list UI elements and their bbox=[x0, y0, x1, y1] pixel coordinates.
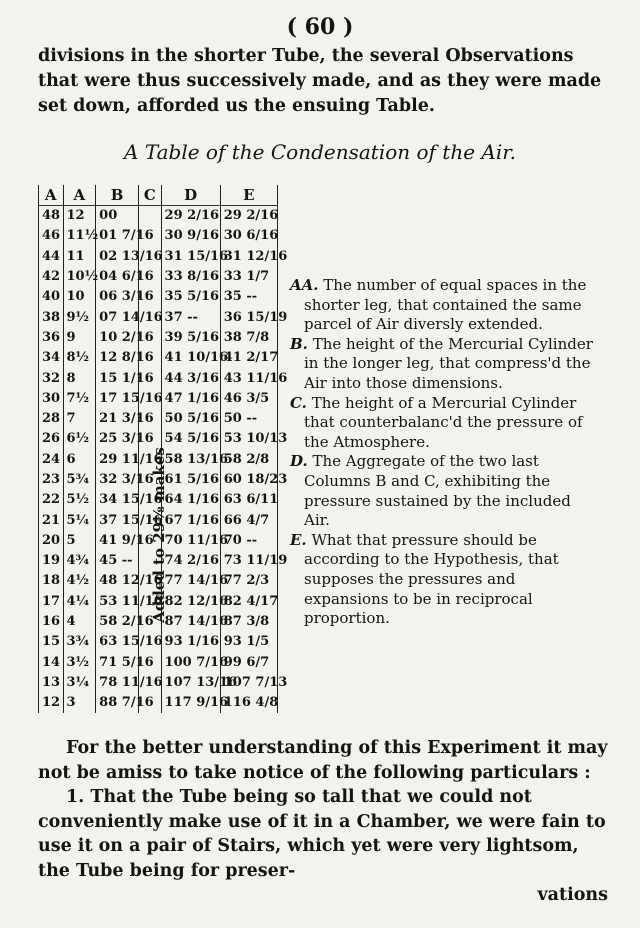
cell-a2: 8½ bbox=[63, 348, 96, 368]
cell-d: 35 5/16 bbox=[161, 287, 220, 307]
observations bbox=[38, 736, 608, 908]
legend-key: E. bbox=[290, 530, 307, 549]
cell-a1: 21 bbox=[39, 510, 64, 530]
cell-e: 66 4/7 bbox=[220, 510, 277, 530]
cell-e: 99 6/7 bbox=[220, 653, 277, 673]
cell-a2: 9½ bbox=[63, 307, 96, 327]
cell-b: 34 15/16 bbox=[96, 490, 139, 510]
cell-a2: 4 bbox=[63, 612, 96, 632]
cell-a1: 44 bbox=[39, 247, 64, 267]
table-row bbox=[39, 307, 278, 327]
cell-b: 48 12/16 bbox=[96, 571, 139, 591]
legend-key: B. bbox=[290, 334, 308, 353]
cell-b: 06 3/16 bbox=[96, 287, 139, 307]
cell-a1: 16 bbox=[39, 612, 64, 632]
cell-a2: 5¼ bbox=[63, 510, 96, 530]
cell-a2: 5½ bbox=[63, 490, 96, 510]
cell-b: 10 2/16 bbox=[96, 328, 139, 348]
cell-a1: 26 bbox=[39, 429, 64, 449]
cell-e: 33 1/7 bbox=[220, 267, 277, 287]
header-a2: A bbox=[63, 185, 96, 206]
cell-a1: 48 bbox=[39, 206, 64, 227]
cell-d: 74 2/16 bbox=[161, 551, 220, 571]
column-c-label: Added to 29⅛ makes bbox=[150, 447, 168, 623]
cell-b: 07 14/16 bbox=[96, 307, 139, 327]
cell-d: 37 -- bbox=[161, 307, 220, 327]
cell-a1: 38 bbox=[39, 307, 64, 327]
table-header-row bbox=[39, 185, 278, 206]
cell-a1: 15 bbox=[39, 632, 64, 652]
header-c: C bbox=[139, 185, 161, 206]
cell-e: 73 11/19 bbox=[220, 551, 277, 571]
cell-a1: 12 bbox=[39, 693, 64, 713]
cell-a2: 11 bbox=[63, 247, 96, 267]
cell-a2: 5 bbox=[63, 531, 96, 551]
cell-a2: 11½ bbox=[63, 226, 96, 246]
cell-e: 58 2/8 bbox=[220, 450, 277, 470]
cell-e: 41 2/17 bbox=[220, 348, 277, 368]
cell-a2: 3¾ bbox=[63, 632, 96, 652]
cell-d: 47 1/16 bbox=[161, 389, 220, 409]
cell-b: 78 11/16 bbox=[96, 673, 139, 693]
cell-e: 82 4/17 bbox=[220, 592, 277, 612]
cell-a1: 40 bbox=[39, 287, 64, 307]
cell-e: 30 6/16 bbox=[220, 226, 277, 246]
cell-a1: 34 bbox=[39, 348, 64, 368]
condensation-table-wrapper bbox=[38, 185, 288, 715]
cell-a2: 10 bbox=[63, 287, 96, 307]
column-c-vertical-text bbox=[148, 345, 170, 725]
cell-a2: 10½ bbox=[63, 267, 96, 287]
cell-a2: 12 bbox=[63, 206, 96, 227]
cell-b: 32 3/16 bbox=[96, 470, 139, 490]
cell-a1: 32 bbox=[39, 368, 64, 388]
observations-lead: For the better understanding of this Experiment it may not be amiss to take notice of the following particulars : bbox=[38, 738, 608, 783]
cell-b: 71 5/16 bbox=[96, 653, 139, 673]
legend-item bbox=[290, 276, 600, 335]
intro-paragraph: divisions in the shorter Tube, the several Observations that were thus successively made, and as they were made set down, afforded us the ensuing Table. bbox=[38, 46, 602, 116]
cell-e: 77 2/3 bbox=[220, 571, 277, 591]
cell-b: 17 15/16 bbox=[96, 389, 139, 409]
cell-a2: 9 bbox=[63, 328, 96, 348]
cell-d: 30 9/16 bbox=[161, 226, 220, 246]
cell-b: 21 3/16 bbox=[96, 409, 139, 429]
cell-a1: 28 bbox=[39, 409, 64, 429]
table-row bbox=[39, 226, 278, 246]
cell-d: 93 1/16 bbox=[161, 632, 220, 652]
legend-text: What that pressure should be according to the Hypothesis, that supposes the pressures and expansions to be in reciprocal proportion. bbox=[304, 530, 559, 628]
cell-b: 88 7/16 bbox=[96, 693, 139, 713]
cell-a2: 6 bbox=[63, 450, 96, 470]
cell-a1: 24 bbox=[39, 450, 64, 470]
cell-d: 33 8/16 bbox=[161, 267, 220, 287]
legend-text: The height of a Mercurial Cylinder that counterbalanc'd the pressure of the Atmosphere. bbox=[304, 393, 583, 451]
cell-d: 29 2/16 bbox=[161, 206, 220, 227]
legend-key: AA. bbox=[290, 276, 319, 294]
page-number: ( 60 ) bbox=[286, 14, 354, 40]
cell-a2: 8 bbox=[63, 368, 96, 388]
legend-item bbox=[290, 452, 600, 530]
cell-b: 63 15/16 bbox=[96, 632, 139, 652]
cell-d: 67 1/16 bbox=[161, 510, 220, 530]
catchword: vations bbox=[537, 885, 608, 905]
cell-a1: 17 bbox=[39, 592, 64, 612]
cell-b: 12 8/16 bbox=[96, 348, 139, 368]
legend-text: The height of the Mercurial Cylinder in the longer leg, that compress'd the Air into those dimensions. bbox=[304, 334, 593, 392]
cell-a2: 3 bbox=[63, 693, 96, 713]
cell-a1: 42 bbox=[39, 267, 64, 287]
cell-b: 00 bbox=[96, 206, 139, 227]
cell-a2: 7 bbox=[63, 409, 96, 429]
cell-a1: 22 bbox=[39, 490, 64, 510]
cell-d: 77 14/16 bbox=[161, 571, 220, 591]
cell-a1: 18 bbox=[39, 571, 64, 591]
cell-e: 116 4/8 bbox=[220, 693, 277, 713]
cell-b: 04 6/16 bbox=[96, 267, 139, 287]
cell-a1: 20 bbox=[39, 531, 64, 551]
cell-d: 61 5/16 bbox=[161, 470, 220, 490]
cell-a2: 7½ bbox=[63, 389, 96, 409]
cell-d: 41 10/16 bbox=[161, 348, 220, 368]
legend-item bbox=[290, 394, 600, 453]
table-row bbox=[39, 267, 278, 287]
cell-e: 93 1/5 bbox=[220, 632, 277, 652]
cell-a2: 3¼ bbox=[63, 673, 96, 693]
cell-e: 36 15/19 bbox=[220, 307, 277, 327]
cell-e: 50 -- bbox=[220, 409, 277, 429]
cell-d: 44 3/16 bbox=[161, 368, 220, 388]
cell-e: 31 12/16 bbox=[220, 247, 277, 267]
cell-a2: 4½ bbox=[63, 571, 96, 591]
cell-e: 29 2/16 bbox=[220, 206, 277, 227]
cell-a2: 6½ bbox=[63, 429, 96, 449]
cell-d: 54 5/16 bbox=[161, 429, 220, 449]
observation-item-1: 1. That the Tube being so tall that we could not conveniently make use of it in a Chamber, we were fain to use it on a pair of Stairs, which yet were very lightsom, the Tube being for preser- bbox=[38, 787, 606, 881]
legend-item bbox=[290, 531, 600, 629]
cell-a1: 46 bbox=[39, 226, 64, 246]
cell-d: 100 7/16 bbox=[161, 653, 220, 673]
cell-e: 38 7/8 bbox=[220, 328, 277, 348]
cell-e: 70 -- bbox=[220, 531, 277, 551]
cell-d: 107 13/16 bbox=[161, 673, 220, 693]
cell-e: 43 11/16 bbox=[220, 368, 277, 388]
cell-d: 70 11/16 bbox=[161, 531, 220, 551]
cell-a1: 13 bbox=[39, 673, 64, 693]
cell-e: 46 3/5 bbox=[220, 389, 277, 409]
cell-d: 82 12/16 bbox=[161, 592, 220, 612]
legend-text: The Aggregate of the two last Columns B and C, exhibiting the pressure sustained by the included Air. bbox=[304, 452, 571, 530]
table-row bbox=[39, 287, 278, 307]
cell-e: 35 -- bbox=[220, 287, 277, 307]
cell-a1: 19 bbox=[39, 551, 64, 571]
cell-b: 41 9/16 bbox=[96, 531, 139, 551]
cell-b: 53 11/16 bbox=[96, 592, 139, 612]
cell-b: 02 13/16 bbox=[96, 247, 139, 267]
header-d: D bbox=[161, 185, 220, 206]
cell-c bbox=[139, 206, 161, 227]
header-e: E bbox=[220, 185, 277, 206]
cell-e: 107 7/13 bbox=[220, 673, 277, 693]
cell-a2: 5¾ bbox=[63, 470, 96, 490]
cell-a2: 4¾ bbox=[63, 551, 96, 571]
cell-e: 60 18/23 bbox=[220, 470, 277, 490]
legend-item bbox=[290, 335, 600, 394]
cell-a2: 3½ bbox=[63, 653, 96, 673]
cell-d: 31 15/16 bbox=[161, 247, 220, 267]
cell-d: 117 9/16 bbox=[161, 693, 220, 713]
cell-a1: 36 bbox=[39, 328, 64, 348]
header-b: B bbox=[96, 185, 139, 206]
legend-key: C. bbox=[290, 393, 307, 412]
cell-b: 29 11/16 bbox=[96, 450, 139, 470]
legend-key: D. bbox=[290, 452, 308, 471]
table-row bbox=[39, 247, 278, 267]
table-row bbox=[39, 206, 278, 227]
table-title: A Table of the Condensation of the Air. bbox=[124, 140, 516, 164]
cell-a1: 30 bbox=[39, 389, 64, 409]
cell-b: 37 15/16 bbox=[96, 510, 139, 530]
cell-a1: 23 bbox=[39, 470, 64, 490]
cell-b: 01 7/16 bbox=[96, 226, 139, 246]
cell-b: 15 1/16 bbox=[96, 368, 139, 388]
legend bbox=[290, 276, 600, 629]
cell-d: 64 1/16 bbox=[161, 490, 220, 510]
cell-e: 53 10/13 bbox=[220, 429, 277, 449]
cell-d: 50 5/16 bbox=[161, 409, 220, 429]
cell-e: 63 6/11 bbox=[220, 490, 277, 510]
cell-a2: 4¼ bbox=[63, 592, 96, 612]
header-a1: A bbox=[39, 185, 64, 206]
cell-b: 25 3/16 bbox=[96, 429, 139, 449]
cell-d: 39 5/16 bbox=[161, 328, 220, 348]
cell-d: 58 13/16 bbox=[161, 450, 220, 470]
cell-b: 45 -- bbox=[96, 551, 139, 571]
legend-text: The number of equal spaces in the shorter leg, that contained the same parcel of Air diversly extended. bbox=[304, 276, 587, 334]
cell-a1: 14 bbox=[39, 653, 64, 673]
cell-e: 87 3/8 bbox=[220, 612, 277, 632]
cell-b: 58 2/16 bbox=[96, 612, 139, 632]
cell-d: 87 14/16 bbox=[161, 612, 220, 632]
